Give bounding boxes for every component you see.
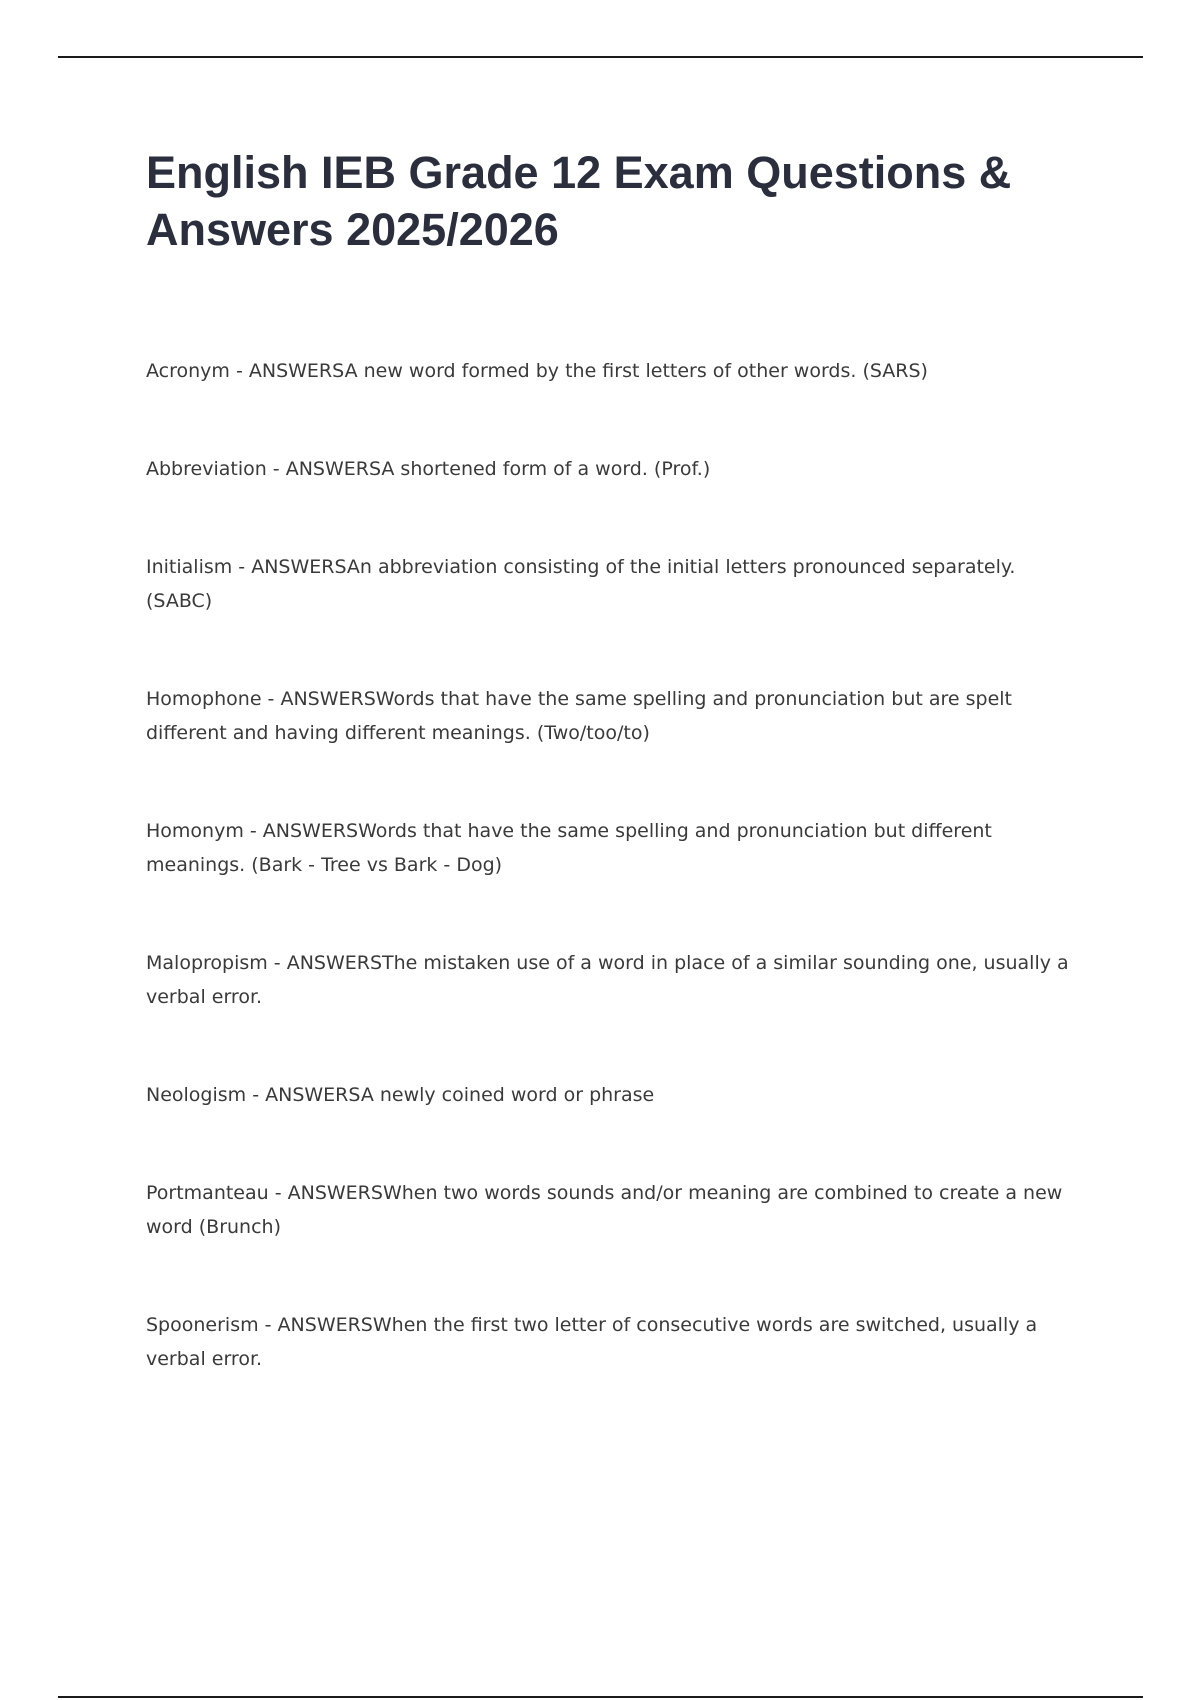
qa-definition: The mistaken use of a word in place of a similar sounding one, usually a verbal error. bbox=[146, 952, 1069, 1008]
qa-term: Malopropism bbox=[146, 952, 268, 974]
qa-term: Acronym bbox=[146, 360, 230, 382]
qa-definition: A shortened form of a word. (Prof.) bbox=[381, 458, 711, 480]
qa-separator: - ANSWERS bbox=[267, 952, 383, 974]
qa-definition: A new word formed by the first letters of other words. (SARS) bbox=[344, 360, 928, 382]
qa-term: Initialism bbox=[146, 556, 233, 578]
qa-item-homonym bbox=[146, 814, 1086, 882]
qa-separator: - ANSWERS bbox=[246, 1084, 361, 1106]
qa-definition: A newly coined word or phrase bbox=[360, 1084, 655, 1106]
bottom-divider bbox=[58, 1696, 1143, 1698]
qa-item-acronym bbox=[146, 354, 1086, 388]
qa-term: Homonym bbox=[146, 820, 244, 842]
qa-definition: Words that have the same spelling and pronunciation but different meanings. (Bark - Tree vs Bark - Dog) bbox=[146, 820, 992, 876]
qa-list bbox=[146, 354, 1086, 1440]
qa-separator: - ANSWERS bbox=[266, 458, 382, 480]
qa-item-malopropism bbox=[146, 946, 1086, 1014]
qa-item-initialism bbox=[146, 550, 1086, 618]
qa-definition: An abbreviation consisting of the initial letters pronounced separately. (SABC) bbox=[146, 556, 1016, 612]
qa-item-neologism bbox=[146, 1078, 1086, 1112]
qa-separator: - ANSWERS bbox=[232, 556, 347, 578]
qa-item-spoonerism bbox=[146, 1308, 1086, 1376]
qa-item-abbreviation bbox=[146, 452, 1086, 486]
qa-term: Abbreviation bbox=[146, 458, 267, 480]
qa-separator: - ANSWERS bbox=[261, 688, 376, 710]
qa-term: Spoonerism bbox=[146, 1314, 259, 1336]
qa-term: Portmanteau bbox=[146, 1182, 269, 1204]
qa-term: Homophone bbox=[146, 688, 262, 710]
qa-definition: When two words sounds and/or meaning are combined to create a new word (Brunch) bbox=[146, 1182, 1063, 1238]
qa-item-homophone bbox=[146, 682, 1086, 750]
qa-definition: When the first two letter of consecutive words are switched, usually a verbal error. bbox=[146, 1314, 1038, 1370]
qa-definition: Words that have the same spelling and pronunciation but are spelt different and having different meanings. (Two/too/to) bbox=[146, 688, 1012, 744]
qa-separator: - ANSWERS bbox=[258, 1314, 373, 1336]
top-divider bbox=[58, 56, 1143, 58]
qa-separator: - ANSWERS bbox=[268, 1182, 383, 1204]
qa-separator: - ANSWERS bbox=[229, 360, 345, 382]
document-title: English IEB Grade 12 Exam Questions & Answers 2025/2026 bbox=[146, 147, 1012, 255]
qa-item-portmanteau bbox=[146, 1176, 1086, 1244]
qa-term: Neologism bbox=[146, 1084, 247, 1106]
qa-separator: - ANSWERS bbox=[243, 820, 359, 842]
